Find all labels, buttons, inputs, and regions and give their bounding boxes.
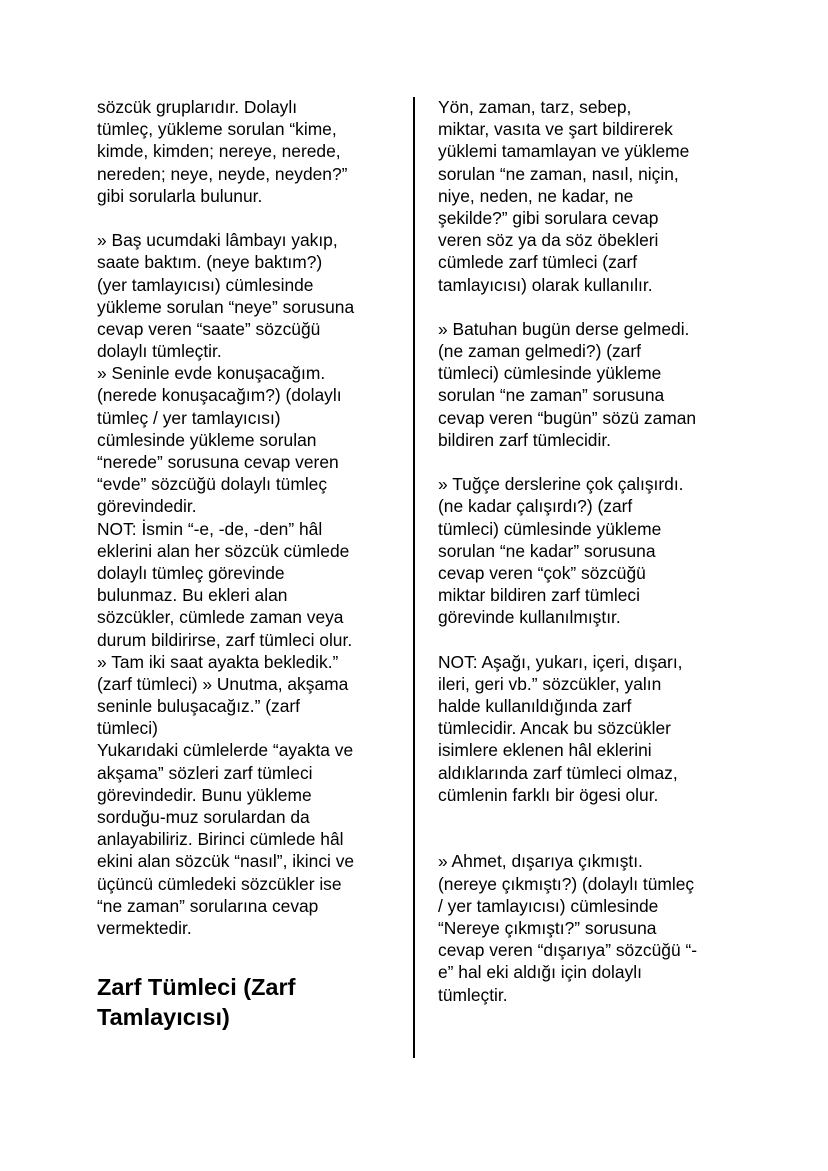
section-heading-line-1: Zarf Tümleci (Zarf [97,974,296,1001]
text-line: görevinde kullanılmıştır. [438,607,621,628]
text-line: ileri, geri vb.” sözcükler, yalın [438,673,662,694]
section-heading [97,972,397,1032]
left-column-text [97,96,397,939]
text-line: “Nereye çıkmıştı?” sorusuna [438,917,657,938]
text-line: dolaylı tümleç görevinde [97,562,285,583]
text-line: (zarf tümleci) » Unutma, akşama [97,673,349,694]
text-line: cevap veren “çok” sözcüğü [438,562,646,583]
left-column [97,96,397,1032]
text-line: durum bildirirse, zarf tümleci olur. [97,629,353,650]
text-line: e” hal eki aldığı için dolaylı [438,962,642,983]
paragraph-gap [438,451,738,473]
right-column-text [438,96,738,1006]
text-line: sorulan “ne zaman” sorusuna [438,385,665,406]
text-line: niye, neden, ne kadar, ne [438,185,634,206]
text-line: görevindedir. Bunu yükleme [97,784,312,805]
text-line: (ne kadar çalışırdı?) (zarf [438,496,633,517]
paragraph-gap [97,207,397,229]
text-line: eklerini alan her sözcük cümlede [97,540,350,561]
text-line: cevap veren “bugün” sözü zaman [438,407,697,428]
text-line: (yer tamlayıcısı) cümlesinde [97,274,314,295]
text-line: » Tam iki saat ayakta bekledik.” [97,651,339,672]
text-line: “evde” sözcüğü dolaylı tümleç [97,474,328,495]
text-line: vermektedir. [97,917,192,938]
text-line: “nerede” sorusuna cevap veren [97,452,339,472]
text-line: tamlayıcısı) olarak kullanılır. [438,274,653,295]
text-line: cümlesinde yükleme sorulan [97,429,317,450]
text-line: » Seninle evde konuşacağım. [97,363,326,384]
text-line: halde kullanıldığında zarf [438,696,632,717]
text-line: (nereye çıkmıştı?) (dolaylı tümleç [438,873,695,894]
text-line: kimde, kimden; nereye, nerede, [97,141,341,162]
text-line: sorulan “ne kadar” sorusuna [438,540,656,561]
text-line: » Batuhan bugün derse gelmedi. [438,318,690,339]
text-line: üçüncü cümledeki sözcükler ise [97,873,342,894]
text-line: tümleci) cümlesinde yükleme [438,518,662,539]
text-line: cevap veren “dışarıya” sözcüğü “- [438,940,698,961]
text-line: “ne zaman” sorularına cevap [97,895,319,916]
text-line: cümlenin farklı bir ögesi olur. [438,784,659,805]
text-line: sorduğu-muz sorulardan da [97,807,310,827]
text-line: anlayabiliriz. Birinci cümlede hâl [97,829,344,850]
text-line: bulunmaz. Bu ekleri alan [97,585,288,606]
text-line: sözcük gruplarıdır. Dolaylı [97,97,298,117]
text-line: isimlere eklenen hâl eklerini [438,740,652,761]
text-line: tümleç / yer tamlayıcısı) [97,407,281,428]
section-heading-line-2: Tamlayıcısı) [97,1004,230,1031]
text-line: sorulan “ne zaman, nasıl, niçin, [438,163,679,184]
text-line: görevindedir. [97,496,197,517]
text-line: Yön, zaman, tarz, sebep, [438,97,632,117]
text-line: » Tuğçe derslerine çok çalışırdı. [438,474,684,495]
text-line: şekilde?” gibi sorulara cevap [438,207,659,228]
text-line: cevap veren “saate” sözcüğü [97,318,321,339]
text-line: cümlede zarf tümleci (zarf [438,252,638,273]
text-line: tümleç, yükleme sorulan “kime, [97,119,337,140]
text-line: tümlecidir. Ancak bu sözcükler [438,718,671,739]
text-line: tümleci) [97,718,158,739]
paragraph-gap [438,629,738,651]
text-line: (ne zaman gelmedi?) (zarf [438,341,641,362]
paragraph-gap [438,806,738,828]
text-line: miktar, vasıta ve şart bildirerek [438,119,673,140]
text-line: Yukarıdaki cümlelerde “ayakta ve [97,740,354,761]
text-line: / yer tamlayıcısı) cümlesinde [438,895,659,916]
paragraph-gap [438,828,738,850]
text-line: yükleme sorulan “neye” sorusuna [97,296,355,317]
paragraph-gap [438,296,738,318]
right-column [438,96,738,1006]
text-line: tümleçtir. [438,984,508,1005]
text-line: veren söz ya da söz öbekleri [438,230,659,251]
text-line: » Ahmet, dışarıya çıkmıştı. [438,851,643,872]
text-line: (nerede konuşacağım?) (dolaylı [97,385,342,406]
text-line: sözcükler, cümlede zaman veya [97,607,344,628]
column-divider [413,97,415,1058]
text-line: seninle buluşacağız.” (zarf [97,696,300,717]
text-line: » Baş ucumdaki lâmbayı yakıp, [97,230,338,251]
text-line: akşama” sözleri zarf tümleci [97,762,313,783]
text-line: nereden; neye, neyde, neyden?” [97,163,348,184]
text-line: gibi sorularla bulunur. [97,185,263,206]
text-line: NOT: Aşağı, yukarı, içeri, dışarı, [438,651,683,672]
text-line: aldıklarında zarf tümleci olmaz, [438,762,678,783]
text-line: ekini alan sözcük “nasıl”, ikinci ve [97,851,355,872]
text-line: yüklemi tamamlayan ve yükleme [438,141,690,162]
text-line: dolaylı tümleçtir. [97,341,222,362]
text-line: bildiren zarf tümlecidir. [438,429,612,450]
text-line: miktar bildiren zarf tümleci [438,585,640,606]
text-line: saate baktım. (neye baktım?) [97,252,323,273]
text-line: tümleci) cümlesinde yükleme [438,363,662,384]
text-line: NOT: İsmin “-e, -de, -den” hâl [97,518,323,539]
